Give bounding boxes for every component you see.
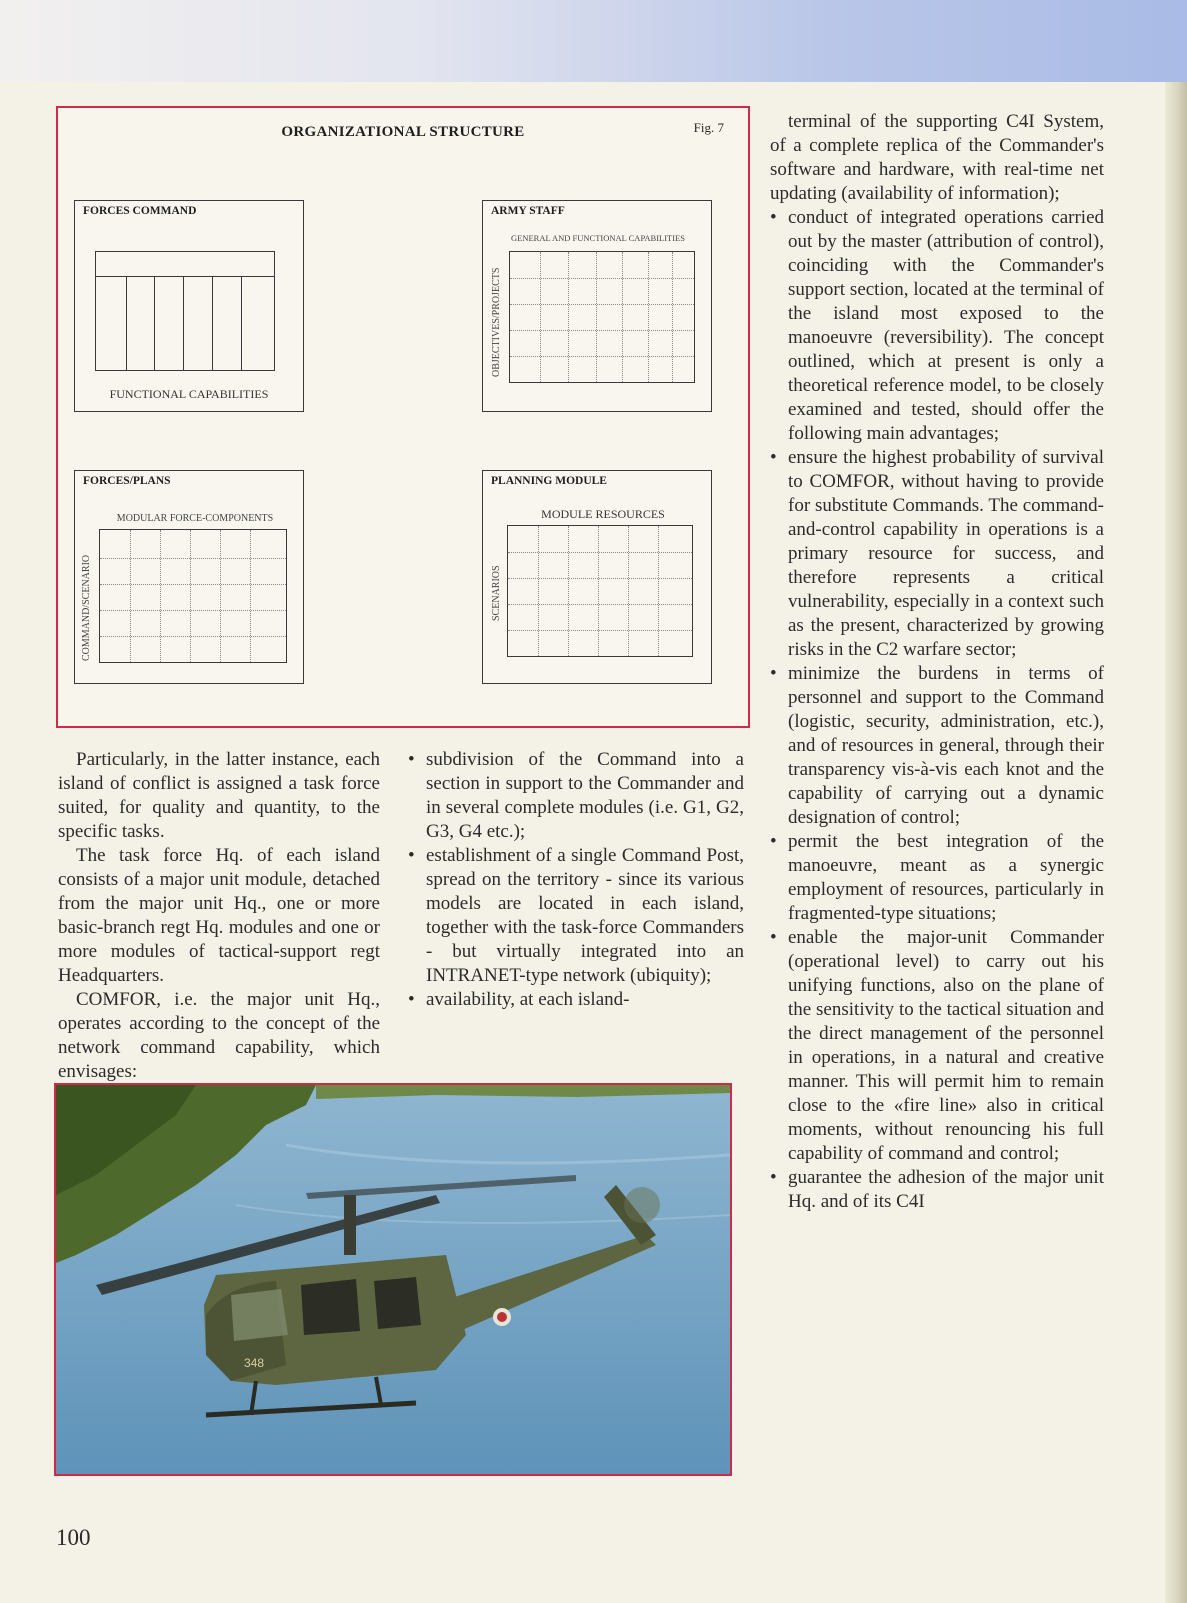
- planning-module-side-label: SCENARIOS: [491, 565, 502, 621]
- planning-module-matrix: [507, 525, 693, 657]
- page-number: 100: [56, 1525, 91, 1550]
- army-staff-title: ARMY STAFF: [491, 205, 565, 217]
- bullet-item: • guarantee the adhesion of the major unit Hq. and of its C4I: [770, 1166, 1104, 1214]
- text-column-1: [58, 748, 380, 1084]
- tail-code: 348: [244, 1356, 265, 1370]
- bullet-item: • minimize the burdens in terms of personnel and support to the Command (logistic, security, administration, etc.), and of resources in general, through their transparency vis-à-vis each knot and the capability of carrying out a dynamic designation of control;: [770, 662, 1104, 830]
- text-column-2: [408, 748, 744, 1012]
- organizational-structure-figure: [56, 106, 750, 728]
- helicopter-photo: [54, 1083, 732, 1476]
- figure-number: Fig. 7: [693, 120, 724, 135]
- forces-plans-side-label: COMMAND/SCENARIO: [81, 554, 92, 661]
- forces-plans-title: FORCES/PLANS: [83, 475, 171, 487]
- paragraph: The task force Hq. of each island consists of a major unit module, detached from the major unit Hq., one or more basic-branch regt Hq. modules and one or more modules of tactical-support regt Headquarters.: [58, 845, 380, 986]
- page-binding-edge: [1165, 82, 1187, 1603]
- forces-plans-box: [74, 470, 304, 684]
- top-color-band: [0, 0, 1187, 82]
- bullet-item: • enable the major-unit Commander (operational level) to carry out his unifying functions, also on the plane of the sensitivity to the tactical situation and the direct management of the personnel in operations, in a natural and creative manner. This will permit him to remain close to the «fire line» also in critical moments, without renouncing his full capability of command and control;: [770, 926, 1104, 1166]
- army-staff-side-label: OBJECTIVES/PROJECTS: [491, 267, 502, 377]
- planning-module-box: [482, 470, 712, 684]
- bullet-item: • establishment of a single Command Post, spread on the territory - since its various models are located in each island, together with the task-force Commanders - but virtually integrated into an INTRANET-type network (ubiquity);: [408, 844, 744, 988]
- army-staff-matrix: [509, 251, 695, 383]
- functional-capabilities-label: FUNCTIONAL CAPABILITIES: [109, 387, 269, 401]
- forces-command-box: [74, 200, 304, 412]
- bullet-item: • ensure the highest probability of survival to COMFOR, without having to provide for substitute Commands. The command-and-control capability in operations is a primary resource for success, and therefore represents a critical vulnerability, especially in a context such as the present, characterized by growing risks in the C2 warfare sector;: [770, 446, 1104, 662]
- planning-module-title: PLANNING MODULE: [491, 475, 607, 487]
- bullet-item: • subdivision of the Command into a section in support to the Commander and in several complete modules (i.e. G1, G2, G3, G4 etc.);: [408, 748, 744, 844]
- bullet-item: • availability, at each island-: [408, 988, 744, 1012]
- forces-command-title: FORCES COMMAND: [83, 205, 197, 217]
- army-staff-top-label: GENERAL AND FUNCTIONAL CAPABILITIES: [510, 233, 685, 243]
- bullet-item: • conduct of integrated operations carried out by the master (attribution of control), coinciding with the Commander's support section, located at the terminal of the island most exposed to the manoeuvre (reversibility). The concept outlined, which at present is only a theoretical reference model, to be closely examined and tested, should offer the following main advantages;: [770, 206, 1104, 446]
- forces-plans-matrix: [99, 529, 287, 663]
- figure-title: ORGANIZATIONAL STRUCTURE: [281, 124, 525, 140]
- paragraph: Particularly, in the latter instance, each island of conflict is assigned a task force suited, for quality and quantity, to the specific tasks.: [58, 749, 380, 842]
- bullet-item: • permit the best integration of the manoeuvre, meant as a synergic employment of resources, particularly in fragmented-type situations;: [770, 830, 1104, 926]
- text-column-3: [770, 110, 1104, 1214]
- paragraph: terminal of the supporting C4I System, of a complete replica of the Commander's software and hardware, with real-time net updating (availability of information);: [770, 111, 1104, 204]
- forces-command-chart: [95, 251, 275, 371]
- forces-plans-top-label: MODULAR FORCE-COMPONENTS: [116, 513, 274, 524]
- planning-module-top-label: MODULE RESOURCES: [541, 507, 665, 521]
- paragraph: COMFOR, i.e. the major unit Hq., operates according to the concept of the network command capability, which envisages:: [58, 989, 380, 1082]
- army-staff-box: [482, 200, 712, 412]
